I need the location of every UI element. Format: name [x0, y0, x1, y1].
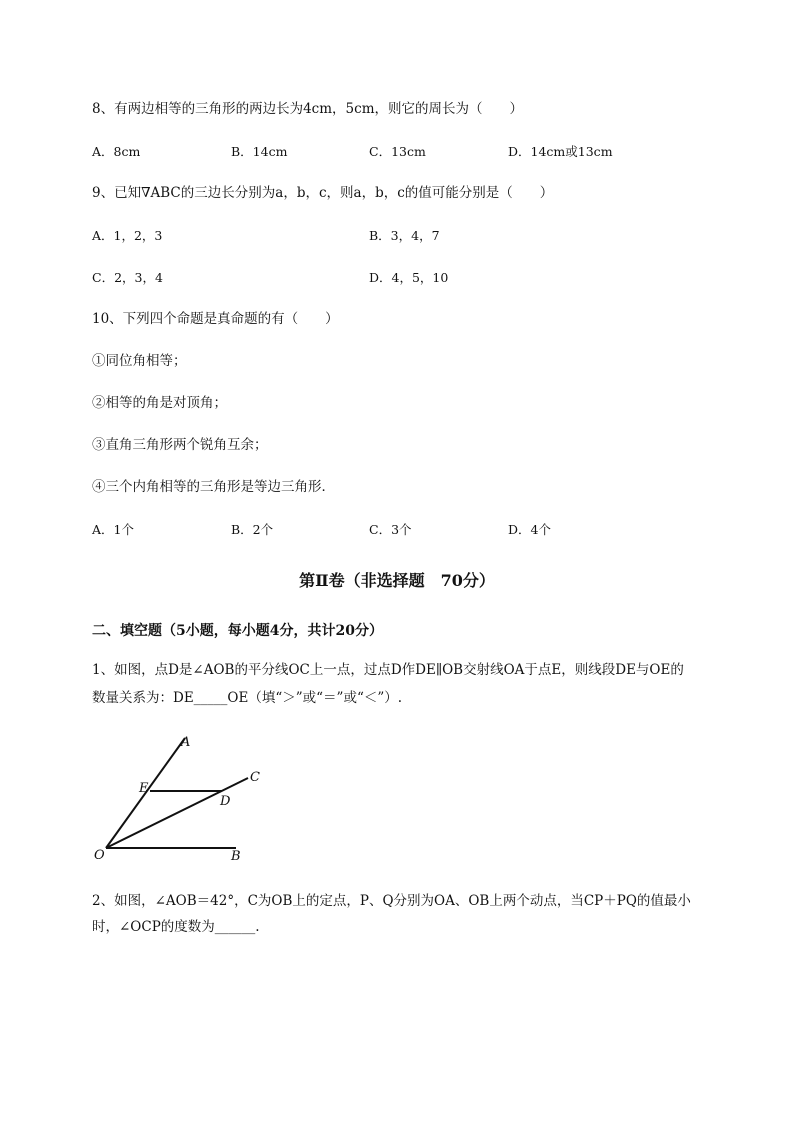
q10-option-b: B．2个: [231, 522, 274, 537]
section-title: 二、填空题（5小题，每小题4分，共计20分）: [92, 623, 383, 639]
q8-option-c: C．13cm: [369, 144, 426, 159]
q10-option-d: D．4个: [508, 522, 551, 537]
label-o: O: [94, 848, 105, 863]
q8-option-b: B．14cm: [231, 144, 288, 159]
figure-angle-bisector: [88, 728, 278, 868]
label-e: E: [139, 781, 149, 796]
label-b: B: [231, 849, 241, 864]
q9-option-c: C．2，3，4: [92, 270, 163, 285]
q9-stem: 9、已知∇ABC的三边长分别为a，b，c，则a，b，c的值可能分别是（ ）: [92, 185, 554, 201]
q8-option-d: D．14cm或13cm: [508, 144, 613, 159]
q10-statement-2: ②相等的角是对顶角；: [92, 395, 227, 411]
label-c: C: [250, 770, 260, 785]
q9-option-a: A．1，2，3: [92, 228, 163, 243]
q8-stem: 8、有两边相等的三角形的两边长为4cm，5cm，则它的周长为（ ）: [92, 101, 523, 117]
fill1-line1: 1、如图，点D是∠AOB的平分线OC上一点，过点D作DE∥OB交射线OA于点E，则线段DE与OE的: [92, 662, 684, 678]
fill2-line1: 2、如图，∠AOB＝42°，C为OB上的定点，P、Q分别为OA、OB上两个动点，当CP＋PQ的值最小: [92, 893, 691, 909]
q10-statement-4: ④三个内角相等的三角形是等边三角形．: [92, 479, 335, 495]
label-d: D: [220, 794, 231, 809]
ray-oc: [106, 778, 248, 848]
q9-option-b: B．3，4，7: [369, 228, 440, 243]
q9-option-d: D．4，5，10: [369, 270, 449, 285]
label-a: A: [181, 735, 191, 750]
q8-option-a: A．8cm: [92, 144, 141, 159]
fill1-line2: 数量关系为：DE_____OE（填“＞”或“＝”或“＜”）.: [92, 690, 403, 706]
q10-option-c: C．3个: [369, 522, 412, 537]
fill2-line2: 时，∠OCP的度数为______.: [92, 919, 260, 935]
q10-stem: 10、下列四个命题是真命题的有（ ）: [92, 311, 339, 327]
part2-title: 第Ⅱ卷（非选择题 70分）: [299, 571, 495, 590]
q10-option-a: A．1个: [92, 522, 134, 537]
q10-statement-1: ①同位角相等；: [92, 353, 187, 369]
q10-statement-3: ③直角三角形两个锐角互余；: [92, 437, 268, 453]
